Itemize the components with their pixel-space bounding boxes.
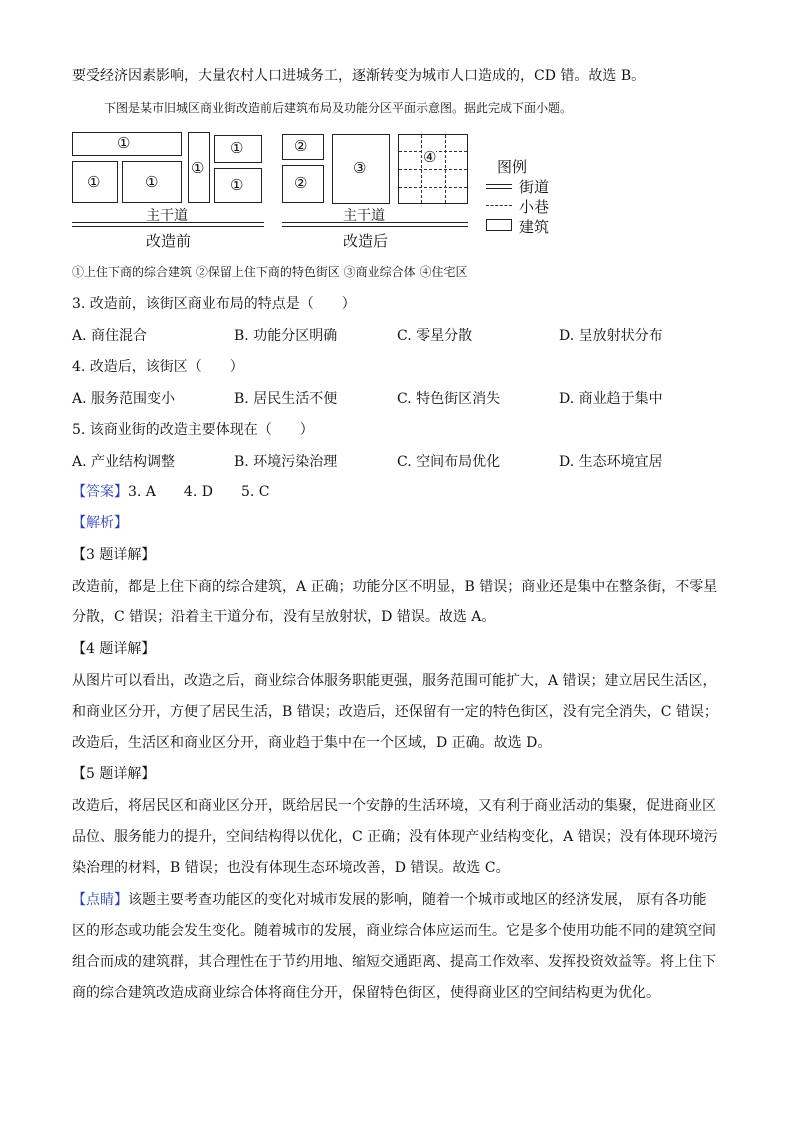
building-mid-left-1: ① [72, 161, 118, 203]
detail-4-line-2: 和商业区分开，方便了居民生活，B 错误；改造后，还保留有一定的特色街区，没有完全消失，C 错误； [72, 704, 718, 720]
q5-option-b: B. 环境污染治理 [234, 454, 338, 470]
q5-option-d: D. 生态环境宜居 [559, 454, 663, 470]
building-mid-left-2: ① [122, 161, 182, 203]
q4-option-d: D. 商业趋于集中 [559, 391, 663, 407]
q5-option-a: A. 产业结构调整 [72, 454, 176, 470]
street-line-left-bottom [72, 226, 264, 227]
building-special-bottom: ② [282, 165, 324, 203]
after-title: 改造后 [343, 232, 389, 250]
answer-values: 3. A 4. D 5. C [128, 484, 270, 500]
legend-building-symbol [486, 219, 512, 231]
main-road-label-before: 主干道 [146, 208, 188, 224]
main-road-label-after: 主干道 [343, 208, 385, 224]
detail-4-line-3: 改造后，生活区和商业区分开，商业趋于集中在一个区域，D 正确。故选 D。 [72, 735, 552, 751]
detail-4-line-1: 从图片可以看出，改造之后，商业综合体服务职能更强，服务范围可能扩大，A 错误；建立居民生活区， [72, 673, 717, 689]
legend-building-label: 建筑 [519, 218, 550, 236]
building-right-top: ① [214, 135, 262, 163]
detail-3-line-1: 改造前，都是上住下商的综合建筑，A 正确；功能分区不明显，B 错误；商业还是集中在整条街，不零星 [72, 579, 718, 595]
q3-option-a: A. 商住混合 [72, 328, 148, 344]
q3-option-b: B. 功能分区明确 [234, 328, 338, 344]
question-3-stem: 3. 改造前，该街区商业布局的特点是（ ） [72, 296, 356, 312]
detail-5-line-1: 改造后，将居民区和商业区分开，既给居民一个安静的生活环境，又有利于商业活动的集聚，促进商业区 [72, 798, 716, 814]
building-right-bottom: ① [214, 168, 262, 203]
legend-alley-symbol [486, 205, 512, 206]
tip-line-2: 区的形态或功能会发生变化。随着城市的发展，商业综合体应运而生。它是多个使用功能不同的建筑空间 [72, 923, 716, 939]
tip-line-1: 【点睛】该题主要考查功能区的变化对城市发展的影响，随着一个城市或地区的经济发展， 原有各功能 [72, 892, 707, 908]
legend-note: ①上住下商的综合建筑 ②保留上住下商的特色街区 ③商业综合体 ④住宅区 [72, 265, 468, 279]
residential-area: ④ [398, 134, 468, 204]
detail-3-tag: 【3 题详解】 [72, 547, 156, 563]
analysis-tag: 【解析】 [72, 515, 128, 531]
answer-tag: 【答案】 [72, 484, 128, 500]
tip-line-4: 商的综合建筑改造成商业综合体将商住分开，保留特色街区，使得商业区的空间结构更为优化。 [72, 985, 660, 1001]
figure-caption: 下图是某市旧城区商业街改造前后建筑布局及功能分区平面示意图。据此完成下面小题。 [104, 101, 573, 115]
legend-street-symbol [486, 184, 512, 185]
commercial-complex: ③ [332, 134, 390, 204]
q4-option-a: A. 服务范围变小 [72, 391, 176, 407]
question-4-stem: 4. 改造后，该街区（ ） [72, 359, 244, 375]
q4-option-b: B. 居民生活不便 [234, 391, 338, 407]
tip-tag: 【点睛】 [72, 892, 128, 908]
q3-option-c: C. 零星分散 [397, 328, 473, 344]
building-special-top: ② [282, 134, 324, 160]
detail-5-line-2: 品位、服务能力的提升，空间结构得以优化，C 正确；没有体现产业结构变化，A 错误；没有体现环境污 [72, 829, 718, 845]
question-5-stem: 5. 该商业街的改造主要体现在（ ） [72, 422, 314, 438]
detail-3-line-2: 分散，C 错误；沿着主干道分布，没有呈放射状，D 错误。故选 A。 [72, 609, 496, 625]
detail-5-line-3: 染治理的材料，B 错误；也没有体现生态环境改善，D 错误。故选 C。 [72, 860, 510, 876]
building-top-left: ① [72, 132, 182, 156]
q5-option-c: C. 空间布局优化 [397, 454, 501, 470]
legend-street-label: 街道 [519, 178, 550, 196]
street-line-right-bottom [282, 226, 468, 227]
detail-5-tag: 【5 题详解】 [72, 766, 156, 782]
detail-4-tag: 【4 题详解】 [72, 641, 156, 657]
legend-title: 图例 [497, 158, 528, 176]
before-title: 改造前 [146, 232, 192, 250]
answer-line [72, 482, 269, 502]
q4-option-c: C. 特色街区消失 [397, 391, 501, 407]
tip-line-3: 组合而成的建筑群，其合理性在于节约用地、缩短交通距离、提高工作效率、发挥投资效益等。将上住下 [72, 954, 716, 970]
intro-text: 要受经济因素影响，大量农村人口进城务工，逐渐转变为城市人口造成的，CD 错。故选 B。 [72, 68, 646, 84]
legend-alley-label: 小巷 [519, 198, 550, 216]
building-tall-center: ① [188, 132, 210, 203]
q3-option-d: D. 呈放射状分布 [559, 328, 663, 344]
